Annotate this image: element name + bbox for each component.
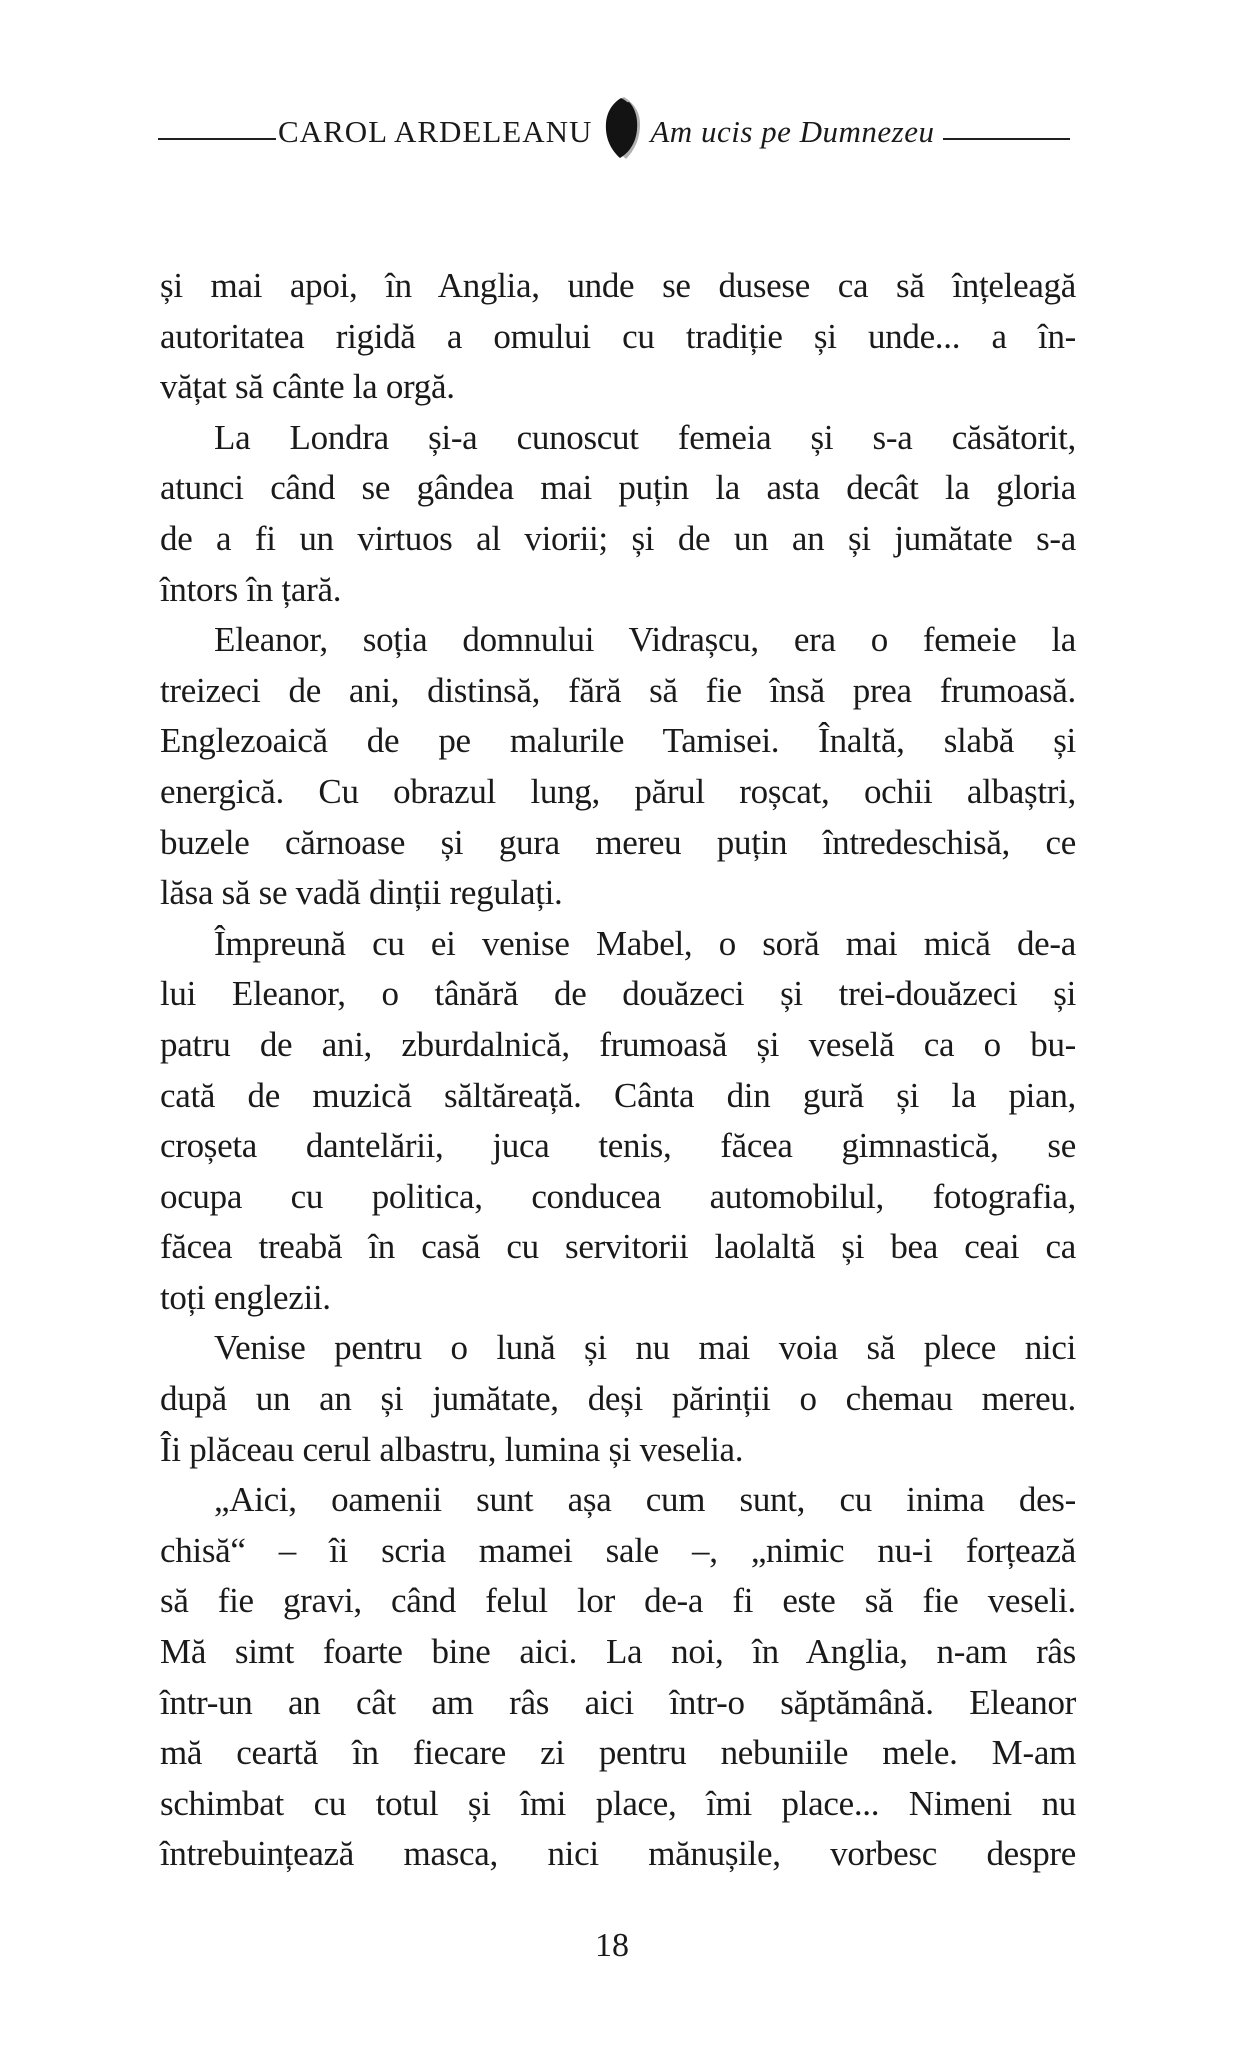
text-line: Venise pentru o lună și nu mai voia să plece nici [214,1328,1076,1368]
text-line: schimbat cu totul și îmi place, îmi place... Nimeni nu [160,1783,1076,1823]
text-line: „Aici, oamenii sunt așa cum sunt, cu inima des- [214,1480,1076,1520]
text-line: toți englezii. [160,1277,331,1317]
running-header [158,96,1070,147]
header-right-rule [943,138,1070,140]
header-book-title: Am ucis pe Dumnezeu [650,114,935,149]
text-line: și mai apoi, în Anglia, unde se dusese ca să înțeleagă [160,266,1076,305]
body-text [160,261,1076,1880]
text-line: Îi plăceau cerul albastru, lumina și veselia. [160,1429,744,1469]
text-line: La Londra și-a cunoscut femeia și s-a căsătorit, [214,417,1076,457]
text-line: cată de muzică săltăreață. Cânta din gură și la pian, [160,1075,1076,1115]
text-line: energică. Cu obrazul lung, părul roșcat, ochii albaștri, [160,771,1076,811]
text-line: întrebuințează masca, nici mănușile, vorbesc despre [160,1834,1076,1874]
text-line: chisă“ – îi scria mamei sale –, „nimic nu-i forțează [160,1530,1076,1570]
text-line: Englezoaică de pe malurile Tamisei. Înaltă, slabă și [160,721,1076,761]
text-line: ocupa cu politica, conducea automobilul, fotografia, [160,1176,1076,1216]
text-line: de a fi un virtuos al viorii; și de un an și jumătate s-a [160,518,1076,558]
text-line: atunci când se gândea mai puțin la asta decât la gloria [160,468,1076,508]
text-line: buzele cărnoase și gura mereu puțin întredeschisă, ce [160,822,1076,862]
text-line: întors în țară. [160,569,342,609]
header-left-rule [158,138,276,140]
text-line: într-un an cât am râs aici într-o săptămână. Eleanor [160,1682,1076,1722]
text-line: lăsa să se vadă dinții regulați. [160,873,563,913]
text-line: Împreună cu ei venise Mabel, o soră mai mică de-a [214,923,1076,963]
text-line: vățat să cânte la orgă. [160,367,455,407]
text-line: lui Eleanor, o tânără de douăzeci și trei-douăzeci și [160,974,1076,1014]
text-line: mă ceartă în fiecare zi pentru nebuniile mele. M-am [160,1733,1076,1773]
text-line: după un an și jumătate, deși părinții o chemau mereu. [160,1379,1076,1419]
text-line: să fie gravi, când felul lor de-a fi este să fie veseli. [160,1581,1076,1621]
text-line: croșeta dantelării, juca tenis, făcea gimnastică, se [160,1126,1076,1166]
text-line: patru de ani, zburdalnică, frumoasă și veselă ca o bu- [160,1024,1076,1064]
header-author: CAROL ARDELEANU [278,114,593,149]
text-line: Mă simt foarte bine aici. La noi, în Anglia, n-am râs [160,1632,1076,1672]
page-number: 18 [595,1927,629,1964]
text-line: treizeci de ani, distinsă, fără să fie însă prea frumoasă. [160,670,1076,710]
text-line: autoritatea rigidă a omului cu tradiție și unde... a în- [160,316,1076,356]
ink-blot-ornament-icon [599,96,645,160]
text-line: făcea treabă în casă cu servitorii laolaltă și bea ceai ca [160,1227,1076,1267]
text-line: Eleanor, soția domnului Vidrașcu, era o femeie la [214,620,1076,660]
